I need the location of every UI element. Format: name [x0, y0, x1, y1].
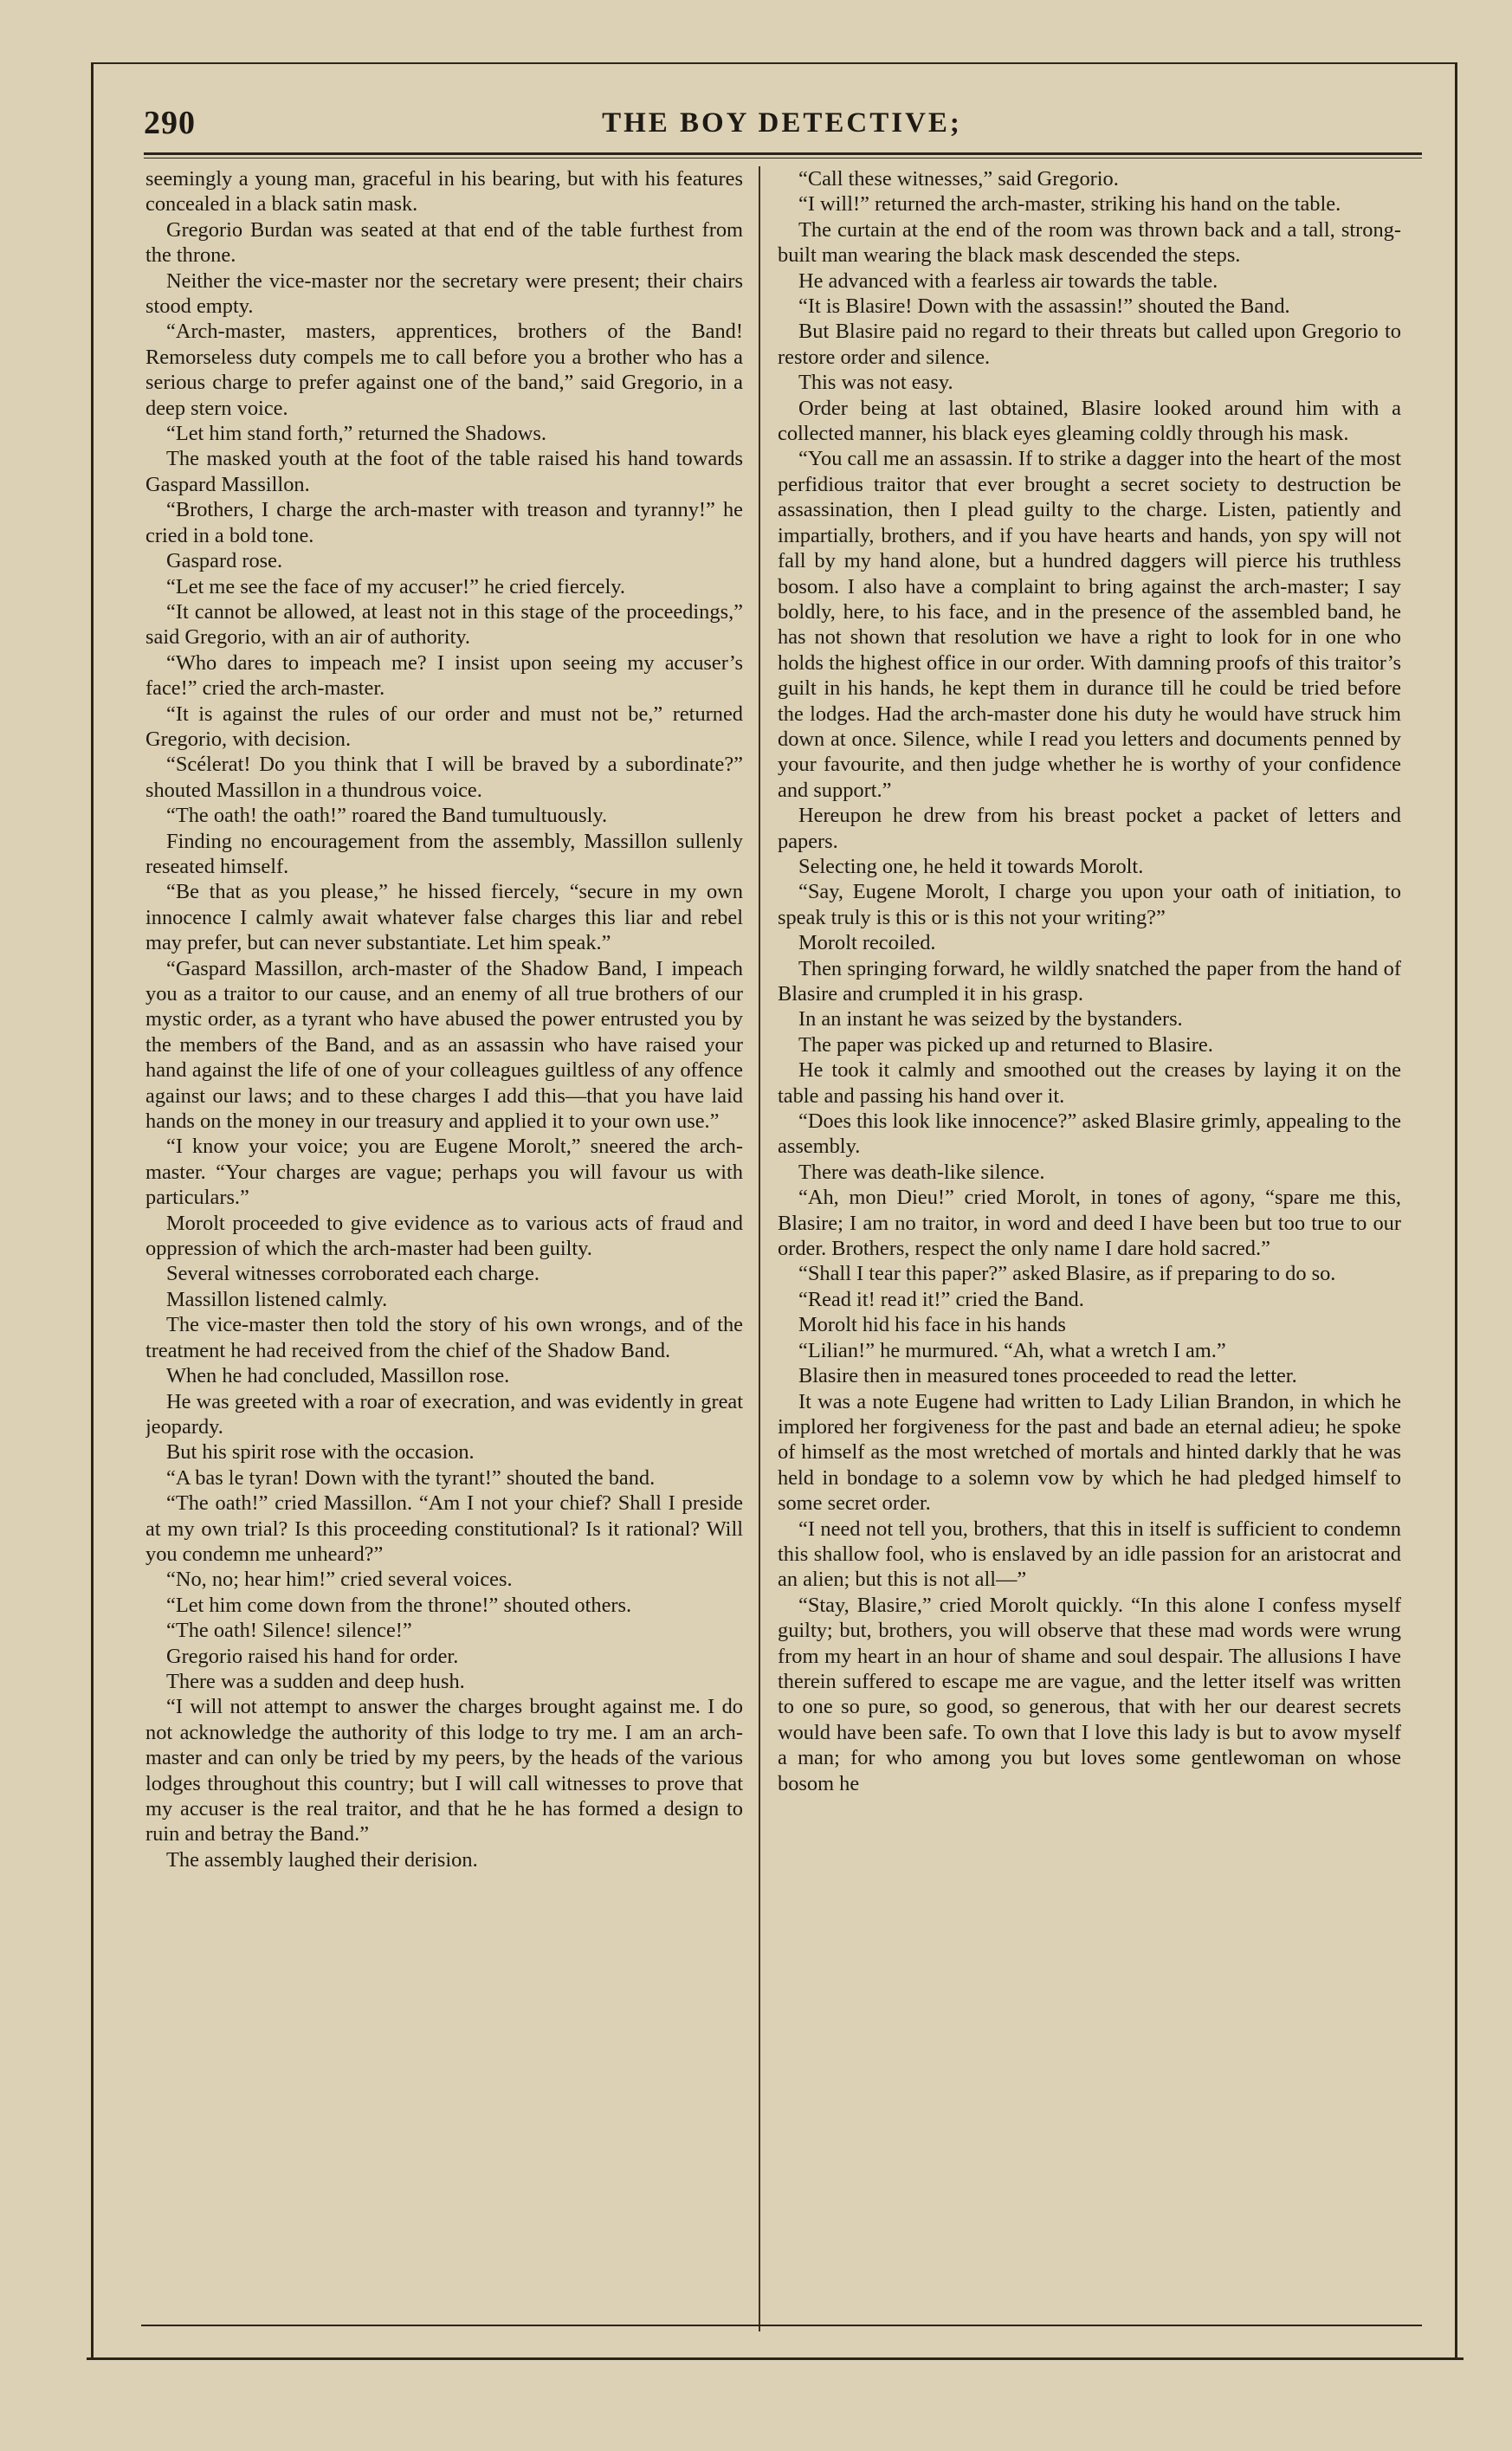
- paragraph: “I will not attempt to answer the charges brought against me. I do not acknowledge the authority of this lodge to try me. I am an arch-master and can only be tried by my peers, by the heads of the various lodges throughout this country; but I will call witnesses to prove that my accuser is the real traitor, and that he he has formed a design to ruin and betray the Band.”: [145, 1695, 743, 1846]
- paragraph: “No, no; hear him!” cried several voices.: [166, 1568, 513, 1592]
- paragraph: Order being at last obtained, Blasire looked around him with a collected manner, his black eyes gleaming coldly through his mask.: [778, 396, 1401, 446]
- paragraph: seemingly a young man, graceful in his bearing, but with his features concealed in a black satin mask.: [145, 167, 743, 217]
- header-rule: [144, 152, 1422, 158]
- paragraph: The vice-master then told the story of his own wrongs, and of the treatment he had received from the chief of the Shadow Band.: [145, 1313, 743, 1362]
- paragraph: “Read it! read it!” cried the Band.: [798, 1287, 1084, 1311]
- paragraph: “It cannot be allowed, at least not in this stage of the proceedings,” said Gregorio, with an air of authority.: [145, 599, 743, 650]
- paragraph: Then springing forward, he wildly snatched the paper from the hand of Blasire and crumpled it in his grasp.: [778, 956, 1401, 1006]
- paragraph: Morolt recoiled.: [798, 931, 936, 955]
- paragraph: Gaspard rose.: [166, 549, 283, 573]
- paragraph: Finding no encouragement from the assembly, Massillon sullenly reseated himself.: [145, 829, 743, 878]
- paragraph: “Shall I tear this paper?” asked Blasire, as if preparing to do so.: [798, 1262, 1336, 1286]
- right-column: [778, 166, 1401, 2314]
- paragraph: He took it calmly and smoothed out the creases by laying it on the table and passing his hand over it.: [778, 1058, 1401, 1108]
- running-title: THE BOY DETECTIVE;: [602, 107, 962, 139]
- page-frame: [91, 62, 1457, 2357]
- paragraph: It was a note Eugene had written to Lady Lilian Brandon, in which he implored her forgiveness for the past and bade an eternal adieu; he spoke of himself as the most wretched of mortals and hinted darkly that he was held in bondage to a solemn vow by which he had pledged himself to some secret order.: [778, 1389, 1401, 1516]
- paragraph: “The oath! Silence! silence!”: [166, 1619, 412, 1643]
- paragraph: Hereupon he drew from his breast pocket a packet of letters and papers.: [778, 804, 1401, 853]
- column-divider: [759, 166, 760, 2331]
- paragraph: He advanced with a fearless air towards the table.: [798, 268, 1218, 293]
- page-number: 290: [144, 105, 196, 141]
- paragraph: Morolt hid his face in his hands: [798, 1313, 1066, 1337]
- paragraph: In an instant he was seized by the bystanders.: [798, 1007, 1183, 1031]
- paragraph: Massillon listened calmly.: [166, 1287, 388, 1311]
- paragraph: “I need not tell you, brothers, that this in itself is sufficient to condemn this shallow fool, who is enslaved by an idle passion for an aristocrat and an alien; but this is not all—”: [778, 1517, 1401, 1592]
- paragraph: “You call me an assassin. If to strike a dagger into the heart of the most perfidious traitor that ever brought a secret society to destruction be assassination, then I plead guilty to the charge. Listen, patiently and impartially, brothers, and if you have hearts and hands, yon spy will not fall by my hand alone, but a hundred daggers will pierce his truthless bosom. I also have a complaint to bring against the arch-master; I say boldly, here, to his face, and in the presence of the assembled band, he has not shown that resolution we have a right to look for in one who holds the highest office in our order. With damning proofs of this traitor’s guilt in his hands, he kept them in durance till he could be tried before the lodges. Had the arch-master done his duty he would have struck him down at once. Silence, while I read you letters and documents penned by your favourite, and then judge whether he is worthy of your confidence and support.”: [778, 447, 1401, 802]
- paragraph: This was not easy.: [798, 371, 953, 395]
- paragraph: The curtain at the end of the room was thrown back and a tall, strong-built man wearing the black mask descended the steps.: [778, 217, 1401, 268]
- paragraph: “Ah, mon Dieu!” cried Morolt, in tones of agony, “spare me this, Blasire; I am no traitor, in word and deed I have been but too true to our order. Brothers, respect the only name I dare hold sacred.”: [778, 1186, 1401, 1261]
- paragraph: “Let him come down from the throne!” shouted others.: [166, 1593, 632, 1617]
- left-column: [145, 166, 743, 2314]
- paragraph: Blasire then in measured tones proceeded to read the letter.: [798, 1364, 1297, 1388]
- paragraph: But his spirit rose with the occasion.: [166, 1440, 475, 1465]
- paragraph: Gregorio raised his hand for order.: [166, 1644, 459, 1668]
- paragraph: The paper was picked up and returned to Blasire.: [798, 1032, 1213, 1057]
- paragraph: But Blasire paid no regard to their threats but called upon Gregorio to restore order and silence.: [778, 320, 1401, 369]
- paragraph: “A bas le tyran! Down with the tyrant!” shouted the band.: [166, 1465, 656, 1490]
- paragraph: There was a sudden and deep hush.: [166, 1669, 465, 1693]
- paragraph: “The oath!” cried Massillon. “Am I not your chief? Shall I preside at my own trial? Is this proceeding constitutional? Is it rational? Will you condemn me unheard?”: [145, 1491, 743, 1566]
- paragraph: The assembly laughed their derision.: [166, 1847, 478, 1872]
- paragraph: “Let him stand forth,” returned the Shadows.: [166, 422, 546, 446]
- page-header: [144, 99, 1420, 151]
- paragraph: “Call these witnesses,” said Gregorio.: [798, 167, 1119, 191]
- paragraph: The masked youth at the foot of the table raised his hand towards Gaspard Massillon.: [145, 447, 743, 496]
- paragraph: When he had concluded, Massillon rose.: [166, 1364, 510, 1388]
- paragraph: Selecting one, he held it towards Morolt.: [798, 854, 1144, 878]
- paragraph: “It is against the rules of our order and must not be,” returned Gregorio, with decision.: [145, 702, 743, 751]
- paragraph: Neither the vice-master nor the secretary were present; their chairs stood empty.: [145, 268, 743, 319]
- paragraph: Morolt proceeded to give evidence as to various acts of fraud and oppression of which the arch-master had been guilty.: [145, 1211, 743, 1261]
- paragraph: “It is Blasire! Down with the assassin!” shouted the Band.: [798, 294, 1290, 319]
- paragraph: “I will!” returned the arch-master, striking his hand on the table.: [798, 192, 1341, 217]
- paragraph: “Lilian!” he murmured. “Ah, what a wretch I am.”: [798, 1338, 1226, 1362]
- paragraph: “Brothers, I charge the arch-master with treason and tyranny!” he cried in a bold tone.: [145, 498, 743, 547]
- paragraph: “Scélerat! Do you think that I will be braved by a subordinate?” shouted Massillon in a thundrous voice.: [145, 753, 743, 802]
- paragraph: He was greeted with a roar of execration, and was evidently in great jeopardy.: [145, 1389, 743, 1439]
- paragraph: “Let me see the face of my accuser!” he cried fiercely.: [166, 574, 625, 598]
- paragraph: “Arch-master, masters, apprentices, brothers of the Band! Remorseless duty compels me to call before you a brother who has a serious charge to prefer against one of the band,” said Gregorio, in a deep stern voice.: [145, 320, 743, 420]
- paragraph: Several witnesses corroborated each charge.: [166, 1262, 540, 1286]
- paragraph: “Be that as you please,” he hissed fiercely, “secure in my own innocence I calmly await whatever false charges this liar and rebel may prefer, but can never substantiate. Let him speak.”: [145, 880, 743, 955]
- paragraph: “Who dares to impeach me? I insist upon seeing my accuser’s face!” cried the arch-master.: [145, 650, 743, 701]
- paragraph: “I know your voice; you are Eugene Morolt,” sneered the arch-master. “Your charges are vague; perhaps you will favour us with particulars.”: [145, 1135, 743, 1210]
- outer-bottom-rule: [87, 2357, 1464, 2360]
- paragraph: “The oath! the oath!” roared the Band tumultuously.: [166, 804, 608, 828]
- paragraph: There was death-like silence.: [798, 1160, 1045, 1184]
- bottom-rule: [141, 2325, 1422, 2326]
- paragraph: “Does this look like innocence?” asked Blasire grimly, appealing to the assembly.: [778, 1109, 1401, 1159]
- paragraph: “Say, Eugene Morolt, I charge you upon your oath of initiation, to speak truly is this or is this not your writing?”: [778, 880, 1401, 929]
- paragraph: “Gaspard Massillon, arch-master of the Shadow Band, I impeach you as a traitor to our cause, and an enemy of all true brothers of our mystic order, as a tyrant who have abused the power entrusted you by the members of the Band, and as an assassin who have raised your hand against the life of one of your colleagues guiltless of any offence against our laws; and to these charges I add this—that you have laid hands on the money in our treasury and applied it to your own use.”: [145, 956, 743, 1134]
- paragraph: Gregorio Burdan was seated at that end of the table furthest from the throne.: [145, 217, 743, 268]
- paragraph: “Stay, Blasire,” cried Morolt quickly. “In this alone I confess myself guilty; but, brothers, you will observe that these mad words were wrung from my heart in an hour of shame and soul despair. The allusions I have therein suffered to escape me are vague, and the letter itself was written to one so pure, so good, so generous, that with her our dearest secrets would have been safe. To own that I love this lady is but to avow myself a man; for who among you but loves some gentlewoman on whose bosom he: [778, 1593, 1401, 1795]
